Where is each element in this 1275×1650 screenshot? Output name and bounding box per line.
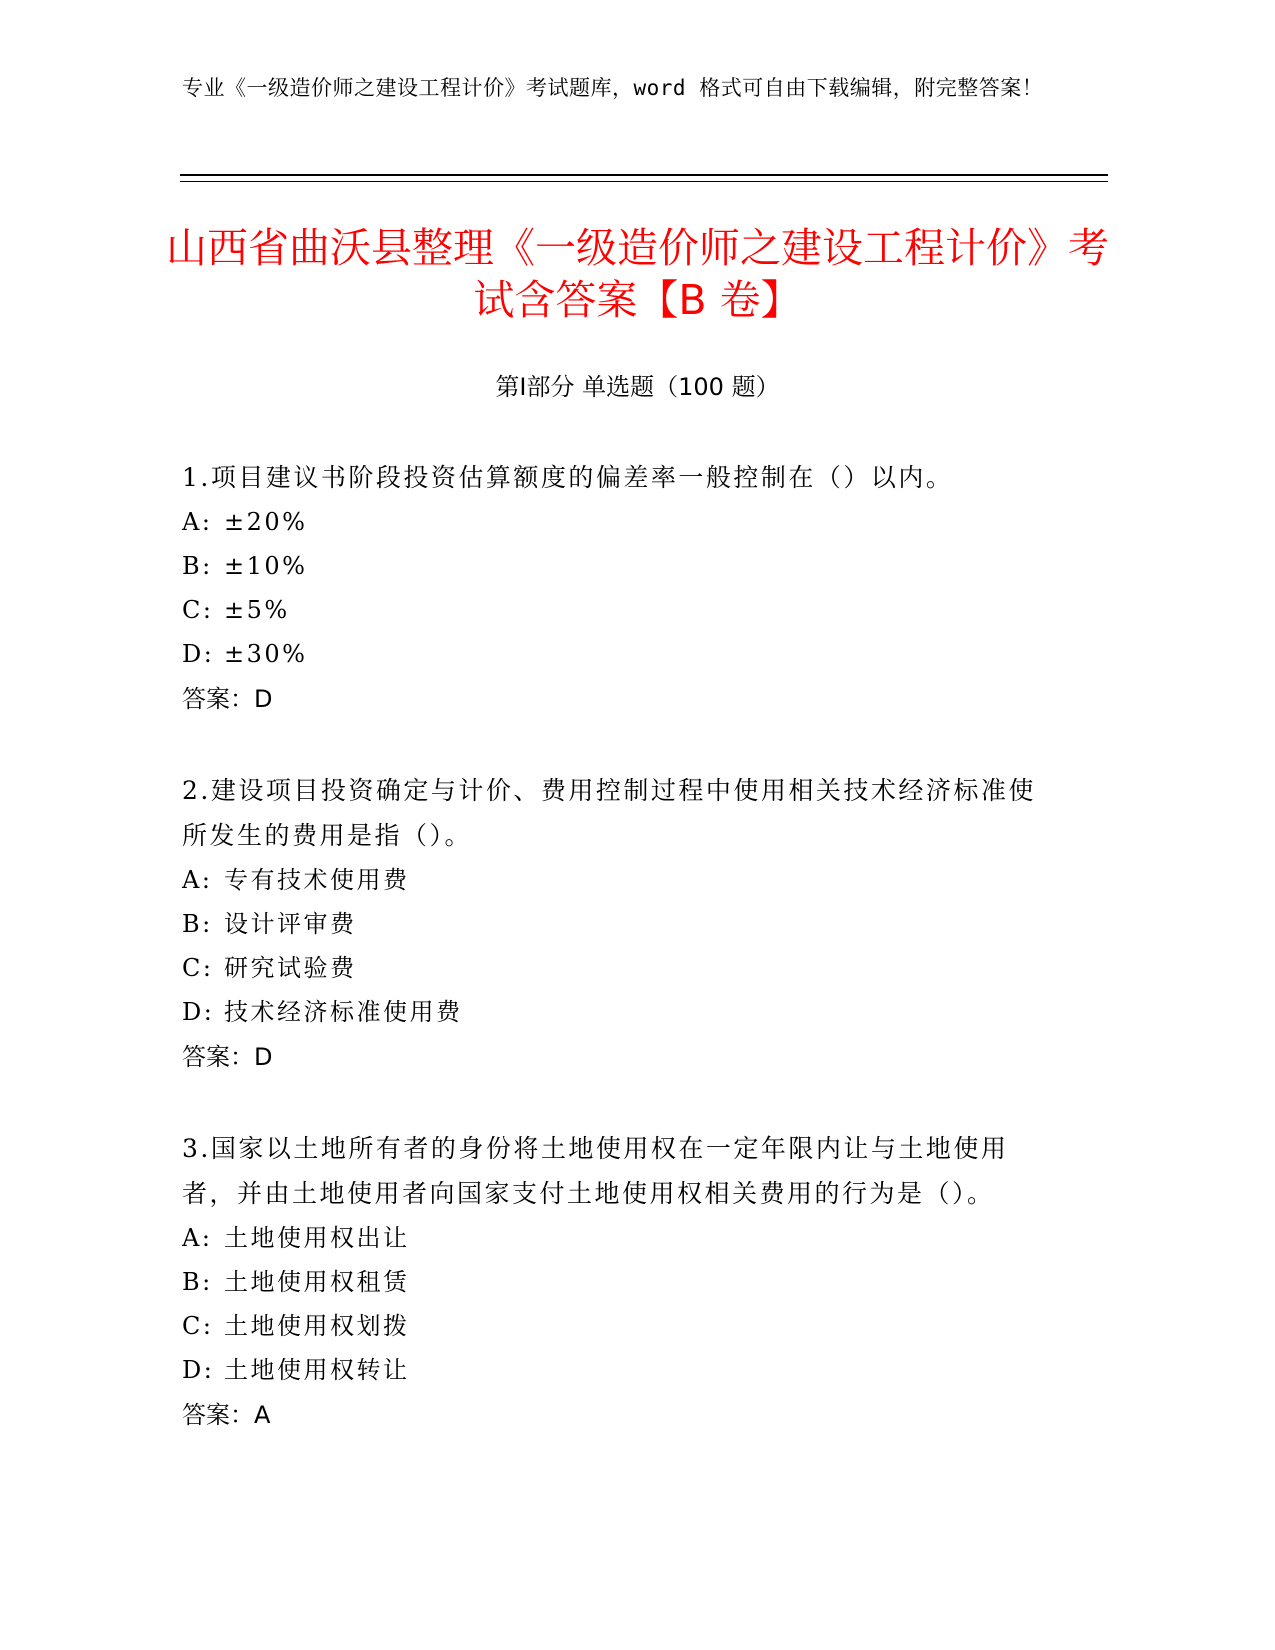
- option-letter: A:: [182, 508, 213, 536]
- option-d: [182, 1348, 1052, 1392]
- option-text: 设计评审费: [224, 910, 357, 938]
- question-1: [182, 455, 1052, 722]
- option-c: [182, 1304, 1052, 1348]
- option-text: ±20%: [224, 508, 308, 536]
- option-text: ±10%: [224, 552, 308, 580]
- option-text: 专有技术使用费: [224, 866, 410, 894]
- question-stem: 3.国家以土地所有者的身份将土地使用权在一定年限内让与土地使用者，并由土地使用者向国家支付土地使用权相关费用的行为是（）。: [182, 1134, 1009, 1208]
- header-rule-thick: [180, 174, 1108, 176]
- option-text: 土地使用权出让: [224, 1224, 410, 1252]
- option-letter: B:: [182, 1268, 213, 1296]
- option-b: [182, 544, 1052, 588]
- question-3: [182, 1126, 1052, 1438]
- option-text: 技术经济标准使用费: [224, 998, 463, 1026]
- answer-line: 答案：D: [182, 1043, 273, 1071]
- option-text: 土地使用权租赁: [224, 1268, 410, 1296]
- option-text: ±30%: [224, 640, 308, 668]
- answer-line: 答案：D: [182, 685, 273, 713]
- answer-line: 答案：A: [182, 1401, 271, 1429]
- option-letter: C:: [182, 954, 214, 982]
- option-a: [182, 858, 1052, 902]
- question-2: [182, 768, 1052, 1080]
- option-letter: D:: [182, 640, 215, 668]
- option-d: [182, 632, 1052, 676]
- question-list: [182, 455, 1052, 1484]
- question-stem: 2.建设项目投资确定与计价、费用控制过程中使用相关技术经济标准使所发生的费用是指（）。: [182, 776, 1036, 850]
- option-letter: B:: [182, 552, 213, 580]
- option-c: [182, 946, 1052, 990]
- option-text: 研究试验费: [224, 954, 357, 982]
- option-c: [182, 588, 1052, 632]
- option-text: ±5%: [224, 596, 290, 624]
- section-heading: 第Ⅰ部分 单选题（100 题）: [495, 373, 780, 401]
- option-text: 土地使用权转让: [224, 1356, 410, 1384]
- option-b: [182, 1260, 1052, 1304]
- question-stem: 1.项目建议书阶段投资估算额度的偏差率一般控制在（）以内。: [182, 463, 954, 492]
- option-letter: C:: [182, 1312, 214, 1340]
- option-letter: C:: [182, 596, 214, 624]
- option-letter: A:: [182, 1224, 213, 1252]
- option-a: [182, 500, 1052, 544]
- header-note: 专业《一级造价师之建设工程计价》考试题库，word 格式可自由下载编辑，附完整答案！: [182, 76, 1044, 100]
- option-a: [182, 1216, 1052, 1260]
- option-text: 土地使用权划拨: [224, 1312, 410, 1340]
- option-letter: B:: [182, 910, 213, 938]
- option-letter: A:: [182, 866, 213, 894]
- option-letter: D:: [182, 998, 215, 1026]
- option-letter: D:: [182, 1356, 215, 1384]
- document-title: 山西省曲沃县整理《一级造价师之建设工程计价》考试含答案【B 卷】: [166, 224, 1109, 324]
- option-b: [182, 902, 1052, 946]
- header-rule-thin: [180, 181, 1108, 182]
- option-d: [182, 990, 1052, 1034]
